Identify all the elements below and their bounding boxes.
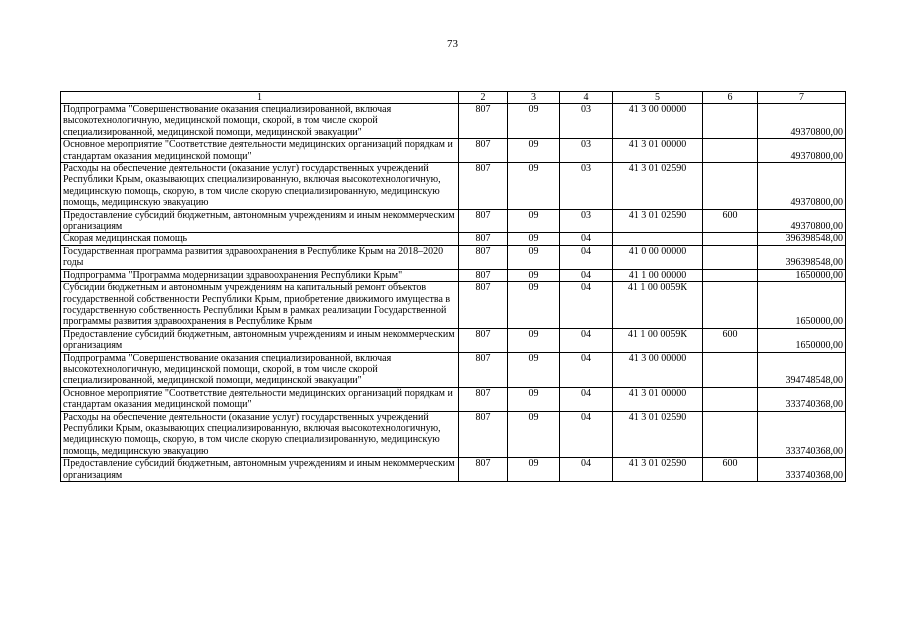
- table-row: [61, 245, 846, 269]
- subsection-cell: 04: [560, 282, 613, 329]
- expense-type-cell: [703, 411, 758, 458]
- row-name-cell: Подпрограмма "Совершенствование оказания специализированной, включая высокотехнологичную, медицинской помощи, скорой, в том числе скорой специализированной, медицинской помощи, медицинской эвакуации": [61, 104, 459, 139]
- row-name-cell: Подпрограмма "Программа модернизации здравоохранения Республики Крым": [61, 269, 459, 281]
- target-article-cell: 41 0 00 00000: [613, 245, 703, 269]
- admin-code-cell: 807: [459, 163, 508, 210]
- target-article-cell: 41 3 01 00000: [613, 387, 703, 411]
- table-row: [61, 282, 846, 329]
- row-name-cell: Предоставление субсидий бюджетным, автономным учреждениям и иным некоммерческим организациям: [61, 209, 459, 233]
- target-article-cell: 41 3 01 02590: [613, 411, 703, 458]
- admin-code-cell: 807: [459, 269, 508, 281]
- row-name-cell: Основное мероприятие "Соответствие деятельности медицинских организаций порядкам и стандартам оказания медицинской помощи": [61, 387, 459, 411]
- header-cell: 2: [459, 92, 508, 104]
- amount-cell: 333740368,00: [758, 411, 846, 458]
- subsection-cell: 04: [560, 233, 613, 245]
- target-article-cell: 41 3 01 02590: [613, 163, 703, 210]
- admin-code-cell: 807: [459, 209, 508, 233]
- subsection-cell: 03: [560, 104, 613, 139]
- section-cell: 09: [508, 352, 560, 387]
- amount-cell: 49370800,00: [758, 163, 846, 210]
- section-cell: 09: [508, 282, 560, 329]
- row-name-cell: Основное мероприятие "Соответствие деятельности медицинских организаций порядкам и стандартам оказания медицинской помощи": [61, 139, 459, 163]
- amount-cell: 396398548,00: [758, 245, 846, 269]
- target-article-cell: [613, 233, 703, 245]
- table-row: [61, 163, 846, 210]
- subsection-cell: 03: [560, 139, 613, 163]
- target-article-cell: 41 1 00 0059К: [613, 328, 703, 352]
- target-article-cell: 41 1 00 00000: [613, 269, 703, 281]
- header-cell: 1: [61, 92, 459, 104]
- target-article-cell: 41 3 00 00000: [613, 352, 703, 387]
- budget-table: [60, 91, 846, 482]
- expense-type-cell: 600: [703, 328, 758, 352]
- admin-code-cell: 807: [459, 139, 508, 163]
- section-cell: 09: [508, 458, 560, 482]
- target-article-cell: 41 3 00 00000: [613, 104, 703, 139]
- row-name-cell: Государственная программа развития здравоохранения в Республике Крым на 2018–2020 годы: [61, 245, 459, 269]
- amount-cell: 1650000,00: [758, 328, 846, 352]
- amount-cell: 396398548,00: [758, 233, 846, 245]
- amount-cell: 1650000,00: [758, 269, 846, 281]
- target-article-cell: 41 3 01 00000: [613, 139, 703, 163]
- expense-type-cell: [703, 139, 758, 163]
- row-name-cell: Скорая медицинская помощь: [61, 233, 459, 245]
- row-name-cell: Подпрограмма "Совершенствование оказания специализированной, включая высокотехнологичную, медицинской помощи, скорой, в том числе скорой специализированной, медицинской помощи, медицинской эвакуации": [61, 352, 459, 387]
- expense-type-cell: [703, 269, 758, 281]
- header-row: [61, 92, 846, 104]
- row-name-cell: Расходы на обеспечение деятельности (оказание услуг) государственных учреждений Республики Крым, оказывающих специализированную, включая высокотехнологичную, медицинскую помощь, скорую, в том числе скорую специализированную, медицинскую помощь, медицинскую эвакуацию: [61, 163, 459, 210]
- table-row: [61, 387, 846, 411]
- section-cell: 09: [508, 139, 560, 163]
- admin-code-cell: 807: [459, 411, 508, 458]
- subsection-cell: 04: [560, 411, 613, 458]
- table-body: [61, 92, 846, 482]
- header-cell: 5: [613, 92, 703, 104]
- amount-cell: 1650000,00: [758, 282, 846, 329]
- section-cell: 09: [508, 269, 560, 281]
- page-number: 73: [447, 38, 458, 50]
- admin-code-cell: 807: [459, 233, 508, 245]
- admin-code-cell: 807: [459, 458, 508, 482]
- subsection-cell: 04: [560, 269, 613, 281]
- table-row: [61, 209, 846, 233]
- table-row: [61, 458, 846, 482]
- table-row: [61, 269, 846, 281]
- section-cell: 09: [508, 209, 560, 233]
- amount-cell: 394748548,00: [758, 352, 846, 387]
- section-cell: 09: [508, 411, 560, 458]
- amount-cell: 333740368,00: [758, 387, 846, 411]
- section-cell: 09: [508, 328, 560, 352]
- header-cell: 7: [758, 92, 846, 104]
- admin-code-cell: 807: [459, 387, 508, 411]
- row-name-cell: Субсидии бюджетным и автономным учреждениям на капитальный ремонт объектов государственной собственности Республики Крым, приобретение движимого имущества в государственную собственность Республики Крым в рамках реализации Государственной программы развития здравоохранения в Республике Крым: [61, 282, 459, 329]
- table-row: [61, 233, 846, 245]
- section-cell: 09: [508, 163, 560, 210]
- expense-type-cell: [703, 352, 758, 387]
- subsection-cell: 03: [560, 209, 613, 233]
- section-cell: 09: [508, 233, 560, 245]
- table-row: [61, 352, 846, 387]
- subsection-cell: 04: [560, 245, 613, 269]
- admin-code-cell: 807: [459, 282, 508, 329]
- amount-cell: 49370800,00: [758, 139, 846, 163]
- header-cell: 6: [703, 92, 758, 104]
- target-article-cell: 41 1 00 0059К: [613, 282, 703, 329]
- amount-cell: 49370800,00: [758, 104, 846, 139]
- expense-type-cell: [703, 233, 758, 245]
- target-article-cell: 41 3 01 02590: [613, 209, 703, 233]
- admin-code-cell: 807: [459, 328, 508, 352]
- admin-code-cell: 807: [459, 104, 508, 139]
- expense-type-cell: [703, 104, 758, 139]
- admin-code-cell: 807: [459, 352, 508, 387]
- table-row: [61, 411, 846, 458]
- expense-type-cell: [703, 245, 758, 269]
- subsection-cell: 04: [560, 328, 613, 352]
- expense-type-cell: [703, 387, 758, 411]
- expense-type-cell: [703, 282, 758, 329]
- expense-type-cell: 600: [703, 458, 758, 482]
- row-name-cell: Предоставление субсидий бюджетным, автономным учреждениям и иным некоммерческим организациям: [61, 458, 459, 482]
- row-name-cell: Расходы на обеспечение деятельности (оказание услуг) государственных учреждений Республики Крым, оказывающих специализированную, включая высокотехнологичную, медицинскую помощь, скорую, в том числе скорую специализированную, медицинскую помощь, медицинскую эвакуацию: [61, 411, 459, 458]
- subsection-cell: 04: [560, 458, 613, 482]
- amount-cell: 333740368,00: [758, 458, 846, 482]
- admin-code-cell: 807: [459, 245, 508, 269]
- table-row: [61, 139, 846, 163]
- section-cell: 09: [508, 104, 560, 139]
- table-row: [61, 104, 846, 139]
- subsection-cell: 03: [560, 163, 613, 210]
- section-cell: 09: [508, 387, 560, 411]
- expense-type-cell: [703, 163, 758, 210]
- header-cell: 4: [560, 92, 613, 104]
- subsection-cell: 04: [560, 387, 613, 411]
- table-row: [61, 328, 846, 352]
- row-name-cell: Предоставление субсидий бюджетным, автономным учреждениям и иным некоммерческим организациям: [61, 328, 459, 352]
- subsection-cell: 04: [560, 352, 613, 387]
- target-article-cell: 41 3 01 02590: [613, 458, 703, 482]
- expense-type-cell: 600: [703, 209, 758, 233]
- amount-cell: 49370800,00: [758, 209, 846, 233]
- section-cell: 09: [508, 245, 560, 269]
- header-cell: 3: [508, 92, 560, 104]
